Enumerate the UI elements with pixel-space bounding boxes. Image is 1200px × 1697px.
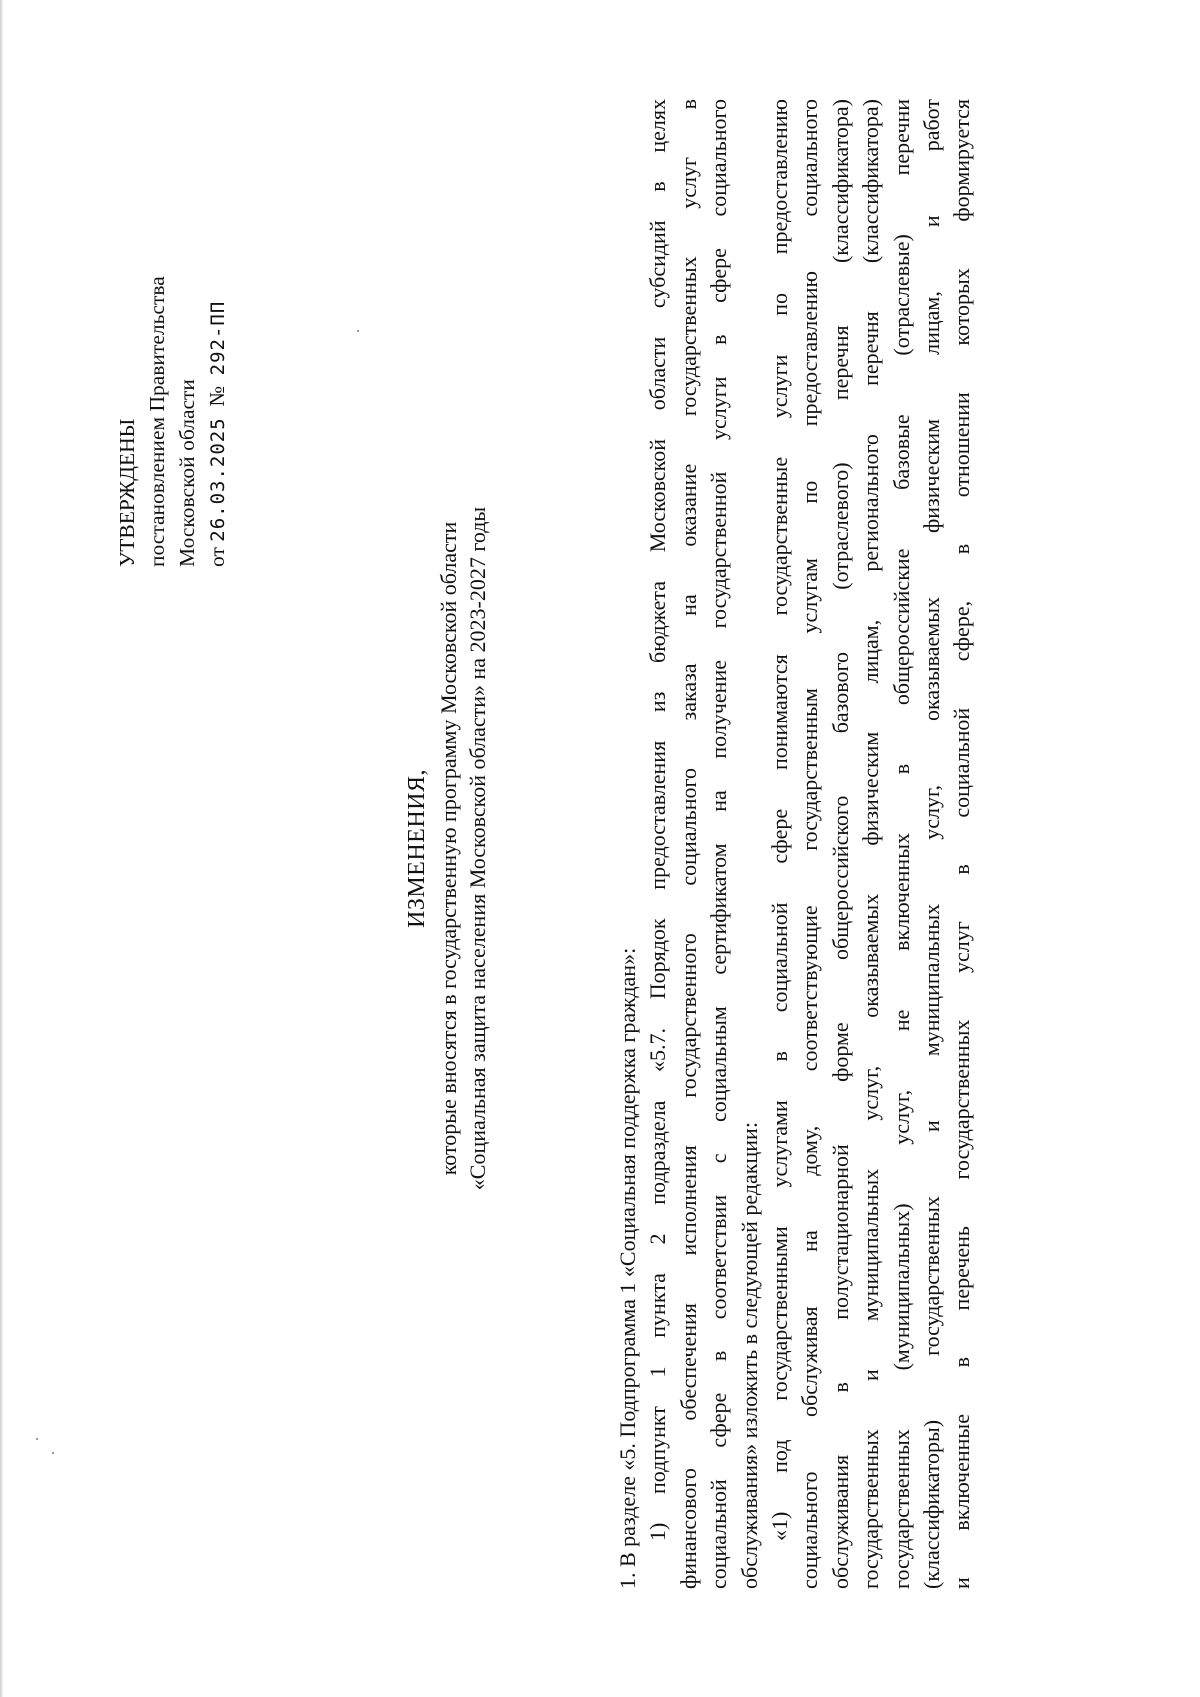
body-line: (классификаторы) государственных и муниципальных услуг, оказываемых физическим лицам, и работ	[919, 99, 945, 1589]
document-title-block	[400, 0, 492, 1697]
body-line: обслуживания в полустационарной форме общероссийского базового (отраслевого) перечня (классификатора)	[827, 99, 853, 1589]
approval-date-prefix: от	[205, 547, 229, 567]
body-line: государственных (муниципальных) услуг, не включенных в общероссийские базовые (отраслевые) перечни	[888, 99, 914, 1589]
approval-number: 292-ПП	[207, 300, 229, 376]
document-subtitle: которые вносятся в государственную программу Московской области	[436, 521, 461, 1176]
document-body	[613, 99, 978, 1589]
body-line: 1) подпункт 1 пункта 2 подраздела «5.7. Порядок предоставления из бюджета Московской области субсидий в целях	[645, 99, 671, 1541]
body-line: социальной сфере в соответствии с социальным сертификатом на получение государственной услуги в сфере социального	[706, 99, 732, 1589]
approval-number-sign: №	[205, 386, 229, 407]
approval-date: 26.03.2025	[207, 417, 229, 542]
approval-stamp	[112, 276, 233, 567]
body-line: финансового обеспечения исполнения государственного социального заказа на оказание государственных услуг в	[675, 99, 701, 1589]
document-subtitle: «Социальная защита населения Московской области» на 2023-2027 годы	[465, 506, 490, 1191]
approval-line: постановлением Правительства	[145, 276, 169, 567]
body-line: обслуживания» изложить в следующей редакции:	[736, 1122, 762, 1589]
document-title: ИЗМЕНЕНИЯ,	[404, 768, 430, 929]
body-line: 1. В разделе «5. Подпрограмма 1 «Социальная поддержка граждан»:	[615, 947, 640, 1589]
approval-line: Московской области	[175, 379, 199, 567]
approval-heading: УТВЕРЖДЕНЫ	[115, 418, 139, 567]
body-line: социального обслуживая на дому, соответствующие государственным услугам по предоставлению социального	[797, 99, 823, 1589]
body-line: государственных и муниципальных услуг, оказываемых физическим лицам, регионального перечня (классификатора)	[858, 99, 884, 1589]
body-line: «1) под государственными услугами в социальной сфере понимаются государственные услуги по предоставлению	[767, 99, 793, 1541]
approval-date-line	[202, 276, 233, 567]
body-line: и включенные в перечень государственных услуг в социальной сфере, в отношении которых формируется	[949, 99, 975, 1589]
